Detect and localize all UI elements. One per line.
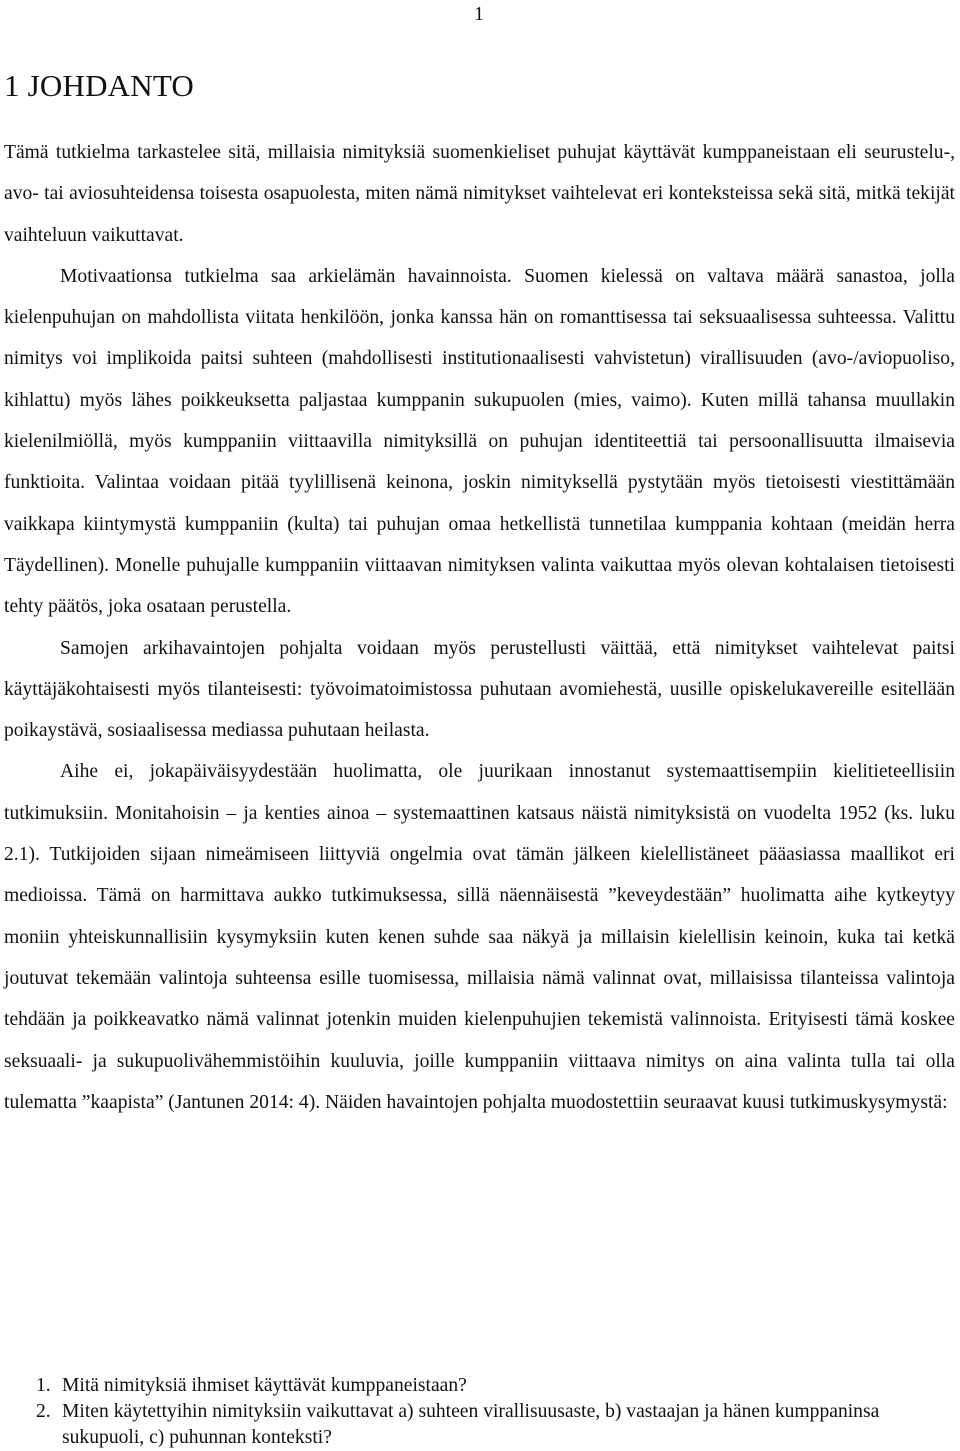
body-text (4, 132, 955, 1123)
list-item-number: 1. (36, 1375, 51, 1396)
paragraph-motivation: Motivaationsa tutkielma saa arkielämän havainnoista. Suomen kielessä on valtava määrä sanastoa, jolla kielenpuhujan on mahdollista viitata henkilöön, jonka kanssa hän on romanttisessa tai seksuaalisessa suhteessa. Valittu nimitys voi implikoida paitsi suhteen (mahdollisesti institutionaalisesti vahvistetun) virallisuuden (avo-/aviopuoliso, kihlattu) myös lähes poikkeuksetta paljastaa kumppanin sukupuolen (mies, vaimo). Kuten millä tahansa muullakin kielenilmiöllä, myös kumppaniin viittaavilla nimityksillä on puhujan identiteettiä tai persoonallisuutta ilmaisevia funktioita. Valintaa voidaan pitää tyylillisenä keinona, joskin nimityksellä pystytään myös tietoisesti viestittämään vaikkapa kiintymystä kumppaniin (kulta) tai puhujan omaa hetkellistä tunnetilaa kumppania kohtaan (meidän herra Täydellinen). Monelle puhujalle kumppaniin viittaavan nimityksen valinta vaikuttaa myös olevan kohtalaisen tietoisesti tehty päätös, joka osataan perustella. (4, 265, 955, 618)
paragraph-observations: Samojen arkihavaintojen pohjalta voidaan myös perustellusti väittää, että nimitykset vaihtelevat paitsi käyttäjäkohtaisesti myös tilanteisesti: työvoimatoimistossa puhutaan avomiehestä, uusille opiskelukavereille esitellään poikaystävä, sosiaalisessa mediassa puhutaan heilasta. (4, 637, 955, 742)
paragraph-research-gap: Aihe ei, jokapäiväisyydestään huolimatta, ole juurikaan innostanut systemaattisempiin kielitieteellisiin tutkimuksiin. Monitahoisin – ja kenties ainoa – systemaattinen katsaus näistä nimityksistä on vuodelta 1952 (ks. luku 2.1). Tutkijoiden sijaan nimeämiseen liittyviä ongelmia ovat tämän jälkeen kielellistäneet pääasiassa maallikot eri medioissa. Tämä on harmittava aukko tutkimuksessa, sillä näennäisestä ”keveydestään” huolimatta aihe kytkeytyy moniin yhteiskunnallisiin kysymyksiin kuten kenen suhde saa näkyä ja millaisin kielellisin keinoin, kuka tai ketkä joutuvat tekemään valintoja suhteensa esille tuomisessa, millaisia nämä valinnat ovat, millaisissa tilanteissa valintoja tehdään ja poikkeavatko nämä valinnat jotenkin muiden kielenpuhujien tekemistä valinnoista. Erityisesti tämä koskee seksuaali- ja sukupuolivähemmistöihin kuuluvia, joille kumppaniin viittaava nimitys on aina valinta tulla tai olla tulematta ”kaapista” (Jantunen 2014: 4). Näiden havaintojen pohjalta muodostettiin seuraavat kuusi tutkimuskysymystä: (4, 761, 955, 1113)
chapter-heading: 1 JOHDANTO (4, 68, 195, 103)
research-questions-list (36, 1373, 926, 1451)
page-number: 1 (474, 3, 484, 25)
paragraph-intro: Tämä tutkielma tarkastelee sitä, millaisia nimityksiä suomenkieliset puhujat käyttävät kumppaneistaan eli seurustelu-, avo- tai aviosuhteidensa toisesta osapuolesta, miten nämä nimitykset vaihtelevat eri konteksteissa sekä sitä, mitkä tekijät vaihteluun vaikuttavat. (4, 142, 955, 246)
list-item (36, 1373, 926, 1399)
list-item-text: Miten käytettyihin nimityksiin vaikuttavat a) suhteen virallisuusaste, b) vastaajan ja hänen kumppaninsa sukupuoli, c) puhunnan konteksti? (62, 1401, 880, 1448)
list-item-number: 2. (36, 1401, 51, 1422)
list-item (36, 1399, 926, 1451)
list-item-text: Mitä nimityksiä ihmiset käyttävät kumppaneistaan? (62, 1375, 467, 1396)
